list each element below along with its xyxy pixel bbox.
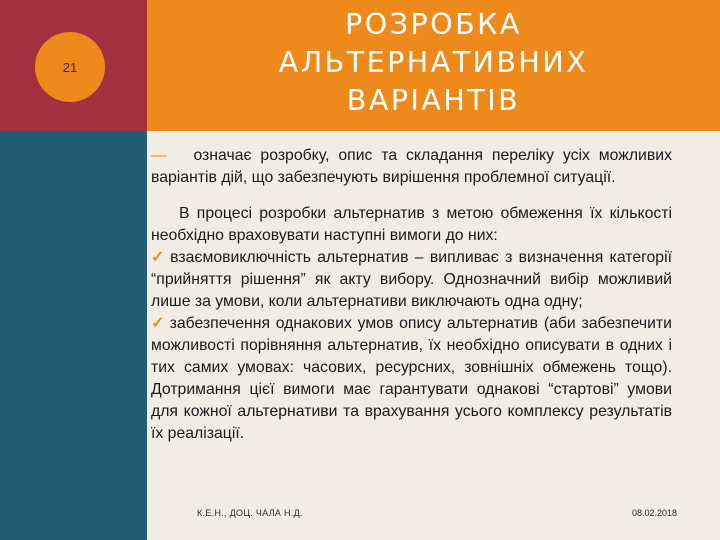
slide-number-badge [35, 32, 105, 102]
slide-number: 21 [62, 59, 78, 75]
list-item [151, 313, 672, 445]
left-accent-bottom [0, 131, 147, 540]
definition-text: означає розробку, опис та складання переліку усіх можливих варіантів дій, що забезпечують вирішення проблемної ситуації. [151, 147, 672, 186]
dash-marker: — [151, 147, 167, 164]
checkmark-icon: ✓ [151, 249, 167, 266]
footer-author: К.Е.Н., ДОЦ. ЧАЛА Н.Д. [197, 508, 303, 518]
title-line: ВАРІАНТІВ [346, 84, 521, 117]
slide-body [151, 145, 672, 445]
footer-date: 08.02.2018 [632, 508, 678, 518]
bullet-text: забезпечення однакових умов опису альтернатив (аби забезпечити можливості порівняння альтернатив, їх необхідно описувати в одних і тих самих умовах: часових, ресурсних, зовнішніх обмежень тощо). Дотримання цієї вимоги має гарантувати однакові “стартові” умови для кожної альтернативи та врахування усього комплексу результатів їх реалізації. [151, 315, 672, 442]
list-item [151, 247, 672, 313]
intro-paragraph: В процесі розробки альтернатив з метою обмеження їх кількості необхідно враховувати наступні вимоги до них: [151, 205, 672, 244]
slide-title [147, 6, 720, 120]
title-line: РОЗРОБКА [345, 8, 522, 41]
bullet-text: взаємовиключність альтернатив – випливає з визначення категорії “прийняття рішення” як акту вибору. Однозначний вибір можливий лише за умови, коли альтернативи виключають одна одну; [151, 249, 672, 310]
title-line: АЛЬТЕРНАТИВНИХ [278, 46, 589, 79]
checkmark-icon: ✓ [151, 315, 166, 332]
definition-paragraph [151, 145, 672, 189]
